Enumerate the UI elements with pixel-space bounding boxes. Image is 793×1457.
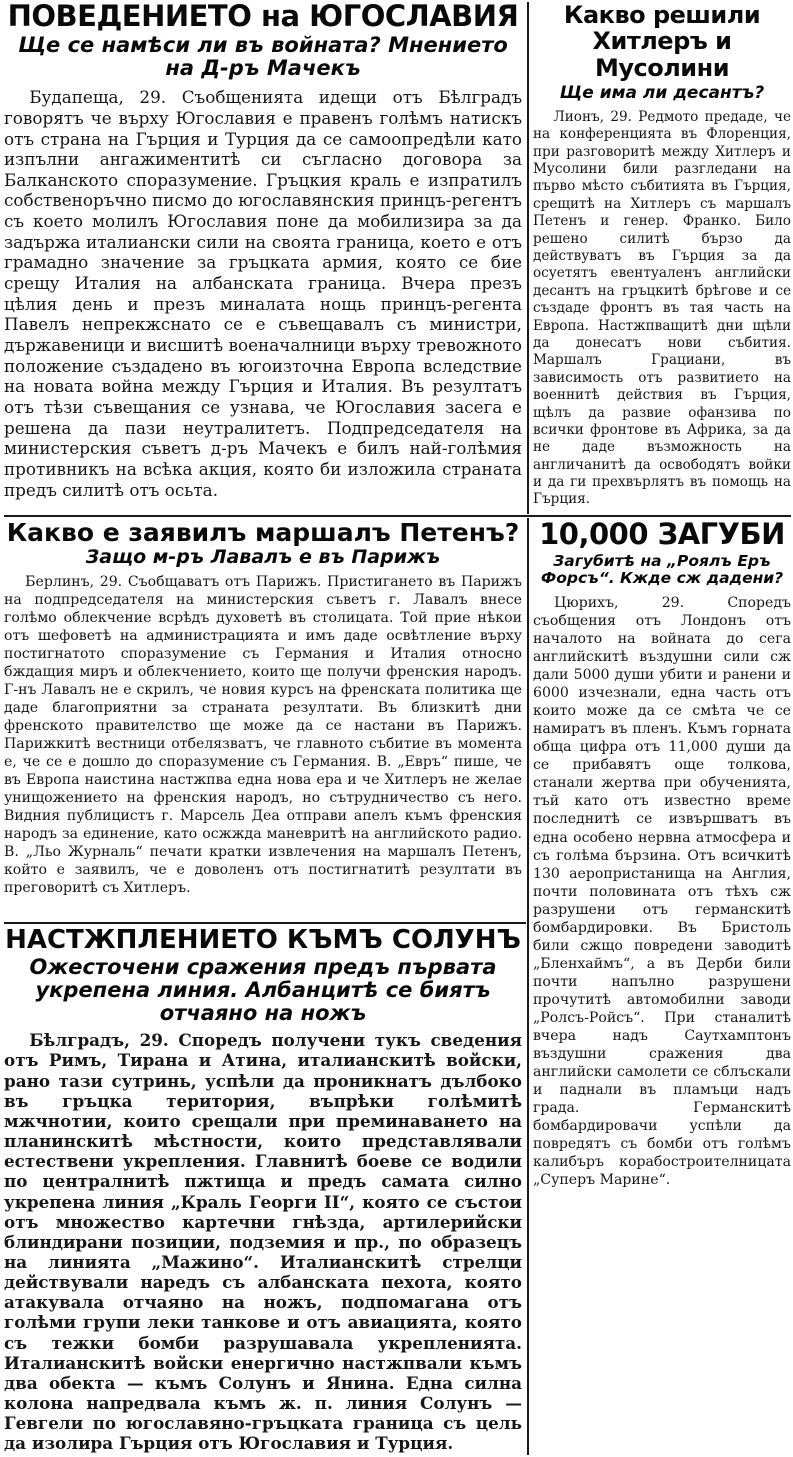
article-headline: Какво решили Хитлеръ и Мусолини (563, 2, 761, 82)
article-yugoslavia (4, 2, 522, 514)
column-divider-top (527, 2, 529, 514)
article-body: Берлинъ, 29. Съобщаватъ отъ Парижъ. Пристигането въ Парижъ на подпредседателя на министерския съветъ г. Лавалъ внесе голѣмо облекчение всрѣдъ духоветѣ въ столицата. Той прие нѣкои отъ шефоветѣ на администрацията и имъ даде освѣтление върху постигнатото споразумение съ Германия и Италия относно бждащия миръ и облекчението, които ще получи френския народъ. Г-нъ Лавалъ не е скрилъ, че новия курсъ на френската политика ще даде благоприятни за страната резултати. Въ близкитѣ дни френското правителство ще може да се настани въ Парижъ. Парижкитѣ вестници отбелязватъ, че главното събитие въ момента е, че се е дошло до споразумение съ Германия. В. „Евръ“ пише, че въ Европа наистина настжпва една нова ера и че Хитлеръ не желае унищожението на френския народъ, но сътрудничество съ него. Видния публицистъ г. Марсель Деа отправи апелъ къмъ френския народъ за единение, като осжжда маневритѣ на английското радио. В. „Льо Журналь“ печати кратки извлечения на маршалъ Петенъ, който е заявилъ, че е доволенъ отъ постигнатитѣ резултати въ преговоритѣ съ Хитлеръ. (4, 573, 522, 897)
article-body: Бѣлградъ, 29. Споредъ получени тукъ сведения отъ Римъ, Тирана и Атина, италианскитѣ войски, рано тази сутринь, успѣли да проникнатъ дълбоко въ гръцка територия, въпрѣки голѣмитѣ мжчнотии, които срещали при преминаването на планинскитѣ мѣстности, които представлявали естествени укрепления. Главнитѣ боеве се водили по централнитѣ пжтища и предъ самата силно укрепена линия „Краль Георги II“, която се състои отъ множество картечни гнѣзда, артилерийски блиндирани позиции, подземия и пр., по образецъ на линията „Мажино“. Италианскитѣ стрелци действували наредъ съ албанската пехота, която атакувала отчаяно на ножъ, подпомагана отъ голѣми групи леки танкове и отъ авиацията, която съ тежки бомби разрушавала укрепленията. Италианскитѣ войски енергично настжпвали къмъ два обекта — къмъ Солунъ и Янина. Една силна колона напредвала къмъ ж. п. линия Солунъ — Гевгели по югославяно-гръцката граница съ цель да изолира Гърция отъ Югославия и Турция. (4, 1030, 522, 1454)
article-subhead: Защо м-ръ Лавалъ е въ Парижъ (85, 546, 441, 568)
article-subhead: Ще се намѣси ли въ войната? Мнението на Д-ръ Мачекъ (18, 33, 508, 81)
article-body: Лионъ, 29. Редмото предаде, че на конференцията въ Флоренция, при разговоритѣ между Хитлеръ и Мусолини били разгледани на първо мѣсто събитията въ Гърция, срещитѣ на Хитлеръ съ маршалъ Петенъ и генер. Франко. Било решено силитѣ бързо да действуватъ въ Гърция за да осуетятъ евентуаленъ английски десантъ на гръцкитѣ брѣгове и се създаде фронтъ въ тая часть на Европа. Настжпващитѣ дни щѣли да донесатъ нови събития. Маршалъ Грациани, въ зависимость отъ развитието на военнитѣ действия въ Гърция, щѣлъ да развие офанзива по всички фронтове въ Африка, за да не даде възможность на англичанитѣ да освободятъ войки и да ги прехвърлятъ въ помощь на Гърция. (533, 108, 791, 508)
section-divider-left (4, 922, 526, 924)
article-headline: НАСТЖПЛЕНИЕТО КЪМЪ СОЛУНЪ (5, 927, 521, 955)
article-body: Будапеща, 29. Съобщенията идещи отъ Бѣлградъ говорятъ че върху Югославия е правенъ голѣмъ натискъ отъ страна на Гърция и Турция да се самоопредѣли като изпълни ангажиментитѣ си съгласно договора за Балканското споразумение. Гръцкия краль е изпратилъ собственоръчно писмо до югославянския принцъ-регентъ съ което молилъ Югославия поне да мобилизира за да задържа италиански сили на своята граница, което е отъ грамадно значение за гръцката армия, която се бие срещу Италия на албанската граница. Вчера презъ цѣлия день и презъ миналата нощь принцъ-регента Павелъ непрекжснато се е съвещавалъ съ министри, държавеници и висшитѣ военачалници върху тревожното положение създадено въ югоизточна Европа вследствие на новата война между Гърция и Италия. Въ резултатъ отъ тѣзи съвещания се узнава, че Югославия засега е решена да пази неутралитетъ. Подпредседателя на министерския съветъ д-ръ Мачекъ е билъ най-голѣмия противникъ на всѣка акция, която би изложила страната предъ силитѣ отъ осьта. (4, 87, 522, 500)
column-divider-bottom (527, 518, 529, 1455)
article-body: Цюрихъ, 29. Споредъ съобщения отъ Лондонъ отъ началото на войната до сега английскитѣ въздушни сили сж дали 5000 души убити и ранени и 6000 изчезнали, една часть отъ които може да се смѣта че се намиратъ въ пленъ. Къмъ горната обща цифра отъ 11,000 души да се прибавятъ още толкова, станали жертва при обученията, тъй като отъ известно време последнитѣ се извършватъ въ една особено нервна атмосфера и съ голѣма бързина. Отъ всичкитѣ 130 аеропристанища на Англия, почти половината отъ тѣхъ сж разрушени отъ германскитѣ бомбардировки. Въ Бристоль били сжщо повредени заводитѣ „Бленхаймъ“, а въ Дерби били почти напълно разрушени прочутитѣ автомобилни заводи „Ролсъ-Ройсъ“. При станалитѣ вчера надъ Саутхамптонъ въздушни сражения два английски самолети се сблъскали и паднали въ пламъци надъ града. Германскитѣ бомбардировачи успѣли да повредятъ съ бомби отъ голѣмъ калибъръ корабостроителницата „Суперъ Марине“. (533, 595, 791, 1189)
article-headline: 10,000 ЗАГУБИ (539, 520, 785, 551)
article-petain (4, 520, 522, 920)
article-salonika (4, 927, 522, 1455)
article-headline: Какво е заявилъ маршалъ Петенъ? (6, 520, 520, 547)
section-divider-top (4, 515, 791, 517)
article-subhead: Ожесточени сражения предъ първата укрепена линия. Албанцитѣ се биятъ отчаяно на ножъ (29, 955, 497, 1026)
article-losses (533, 520, 791, 1200)
article-headline: ПОВЕДЕНИЕТО на ЮГОСЛАВИЯ (7, 2, 519, 33)
article-subhead: Ще има ли десантъ? (559, 83, 765, 104)
article-subhead: Загубитѣ на „Роялъ Еръ Форсъ“. Кжде сж дадени? (540, 552, 784, 588)
article-hitler-mussolini (533, 2, 791, 514)
